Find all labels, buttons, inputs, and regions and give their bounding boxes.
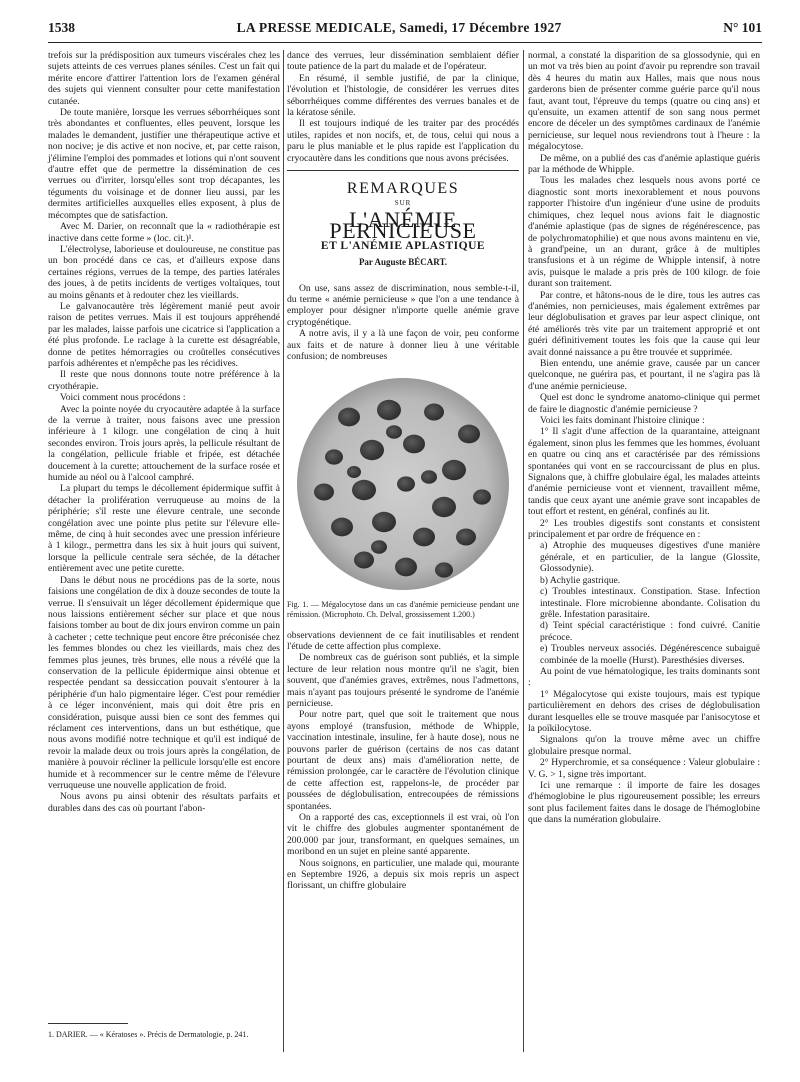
col3-paragraph: Par contre, et hâtons-nous de le dire, tous les autres cas d'anémies, non pernicieuses, mais également extrêmes par leur déglobulisation et graves par leur aspect clinique, ont été améliorés très vite par un traitement approprié et ont guéri définitivement toutes les fois que la cause qui leur avait donné naissance a pu être trouvée et supprimée. (528, 289, 760, 358)
blood-cell (435, 563, 453, 578)
blood-cell (314, 484, 334, 501)
blood-cell (360, 440, 384, 460)
title-remarques: REMARQUES (346, 180, 460, 198)
col3-paragraph: Voici les faits dominant l'histoire clinique : (540, 415, 705, 426)
footnote: 1. DARIER. — « Kératoses ». Précis de Dermatologie, p. 241. (48, 1030, 249, 1039)
col2-bottom-paragraph: Nous soignons, en particulier, une malade qui, mourante en Septembre 1926, a depuis six mois repris un aspect florissant, un chiffre globulaire (287, 857, 519, 892)
col3-paragraph: 1° Il s'agit d'une affection de la quarantaine, atteignant également, sinon plus les femmes que les hommes, évoluant en quatre ou cinq ans et caractérisée par des rémissions spontanées qui vont en se raccourcissant de plus en plus. Signalons que, à chiffre globulaire égal, les malades atteints d'anémie pernicieuse vont et viennent, travaillent même, tandis que ceux ayant une anémie grave sont incapables de tout effort et restent, en général, confinés au lit. (528, 426, 760, 518)
figure-caption: Fig. 1. — Mégalocytose dans un cas d'anémie pernicieuse pendant une rémission. (Microphoto. Ch. Delval, grossissement 1.200.) (287, 600, 519, 619)
blood-cell (377, 400, 401, 420)
col2-bottom-paragraph: observations deviennent de ce fait inutilisables et rendent l'étude de cette affection plus complexe. (287, 629, 519, 652)
col2-bottom-paragraph: De nombreux cas de guérison sont publiés, et la simple lecture de leur relation nous montre qu'il ne s'agit, bien souvent, que d'anémies graves, extrêmes, nous l'admettons, mais n'ayant pas toujours présenté le syndrome de l'anémie pernicieuse. (287, 652, 519, 709)
col3-paragraph: De même, on a publié des cas d'anémie aplastique guéris par la méthode de Whipple. (528, 152, 760, 176)
col3-paragraph: Quel est donc le syndrome anatomo-clinique qui permet de faire le diagnostic d'anémie pernicieuse ? (528, 392, 760, 415)
blood-cell (421, 471, 437, 485)
blood-cell (331, 518, 353, 537)
column-1 (48, 50, 280, 814)
blood-cell (456, 529, 476, 546)
col3-paragraph: a) Atrophie des muqueuses digestives d'une manière générale, et en particulier, de la langue (Glossite, Glossodynie). (540, 540, 760, 575)
col1-paragraph: Nous avons pu ainsi obtenir des résultats parfaits et durables dans des cas où pourtant l'abon- (48, 791, 280, 814)
blood-cell (347, 466, 361, 478)
footnote-rule (48, 1023, 128, 1024)
column-divider-2 (523, 50, 524, 1052)
article-author: Par Auguste BÉCART. (358, 257, 448, 268)
article-title-block (287, 180, 519, 268)
title-anemie-aplastique: ET L'ANÉMIE APLASTIQUE (320, 239, 486, 252)
blood-cell (338, 408, 360, 427)
col3-paragraph: e) Troubles nerveux associés. Dégénérescence subaiguë combinée de la moelle (Hurst). Paresthésies diverses. (540, 643, 760, 666)
journal-title: LA PRESSE MEDICALE, Samedi, 17 Décembre 1927 (236, 20, 562, 35)
col1-paragraph: Il reste que nous donnons toute notre préférence à la cryothérapie. (48, 369, 280, 392)
article-body-col2 (287, 630, 519, 892)
col3-paragraph: 2° Hyperchromie, et sa conséquence : Valeur globulaire : V. G. > 1, signe très important. (528, 757, 760, 780)
col3-paragraph: Signalons qu'on la trouve même avec un chiffre globulaire presque normal. (528, 734, 760, 757)
blood-cell (403, 435, 425, 454)
col1-paragraph: Dans le début nous ne procédions pas de la sorte, nous faisions une congélation de dix à douze secondes de toute la verrue. Il s'ensuivait un léger décollement épidermique que nous laissions entièrement sécher sur place et que nous faisions tomber au bout de dix jours environ comme un pain à cacheter ; cette technique peut encore être préconisée chez les femmes blondes ou chez les vieillards, mais chez des femmes plus jeunes, très brunes, elle nous a révélé que la conservation de la pellicule épidermique ainsi obtenue et respectée pendant sa dessiccation pouvait s'entourer à la périphérie d'un halo pigmentaire léger. C'est pour remédier à ce léger inconvénient, mais qui doit être pris en considération, puisque aussi bien ce sont des femmes qui réclament ces interventions, dans un but esthétique, que nous avons modifié notre technique et qu'il est indiqué de revoir la malade deux ou trois jours après la congélation, de manière à pouvoir récliner la pellicule lorsqu'elle est encore humide et à recommencer sur le centre même de l'élevure verruqueuse une nouvelle application de froid. (48, 574, 280, 791)
col2-top-paragraph: Il est toujours indiqué de les traiter par des procédés utiles, rapides et non nocifs, et, de tous, celui qui nous a paru le plus maniable et le plus rapide est l'application du cryocautère dans les conditions que nous avons précisées. (287, 118, 519, 164)
col1-paragraph: Avec M. Darier, on reconnaît que la « radiothérapie est inactive dans cette forme » (loc. cit.)¹. (48, 221, 280, 244)
col2-bottom-paragraph: On a rapporté des cas, exceptionnels il est vrai, où l'on vit le chiffre des globules augmenter spontanément de 200.000 par jour, transformant, en quelques semaines, un moribond en un sujet en pleine santé apparente. (287, 812, 519, 858)
blood-cell (395, 558, 417, 577)
article-separator (287, 170, 519, 171)
col3-paragraph: 1° Mégalocytose qui existe toujours, mais est typique particulièrement en dehors des crises de déglobulisation durant lesquelles elle se trouve masquée par l'anisocytose et la poïkilocytose. (528, 688, 760, 734)
figure-micrograph (287, 372, 519, 596)
blood-cell (397, 477, 415, 492)
blood-cell (432, 497, 456, 517)
blood-cell (458, 425, 480, 444)
col3-paragraph: Tous les malades chez lesquels nous avons porté ce diagnostic sont morts inexorablement et nous pouvons rapporter l'histoire d'un ingénieur d'une usine de produits chimiques, chez lequel nous avions fait le diagnostic d'anémie aplastique (pas de signes de régénérescence, pas de polychromatophilie) et que nous avons maintenu en vie, à grand'peine, un an durant, grâce à de multiples transfusions et à un régime de Whipple intensif, à notre avis, puisque le malade a pris près de 100 kilogr. de foie durant son traitement. (528, 175, 760, 290)
col1-paragraph: De toute manière, lorsque les verrues séborrhéiques sont très abondantes et confluentes, elles peuvent, lorsque les malades le demandent, justifier une thérapeutique active et non nocive; je dis active et non nocive, et, par cette raison, j'élimine l'emploi des pommades et lotions qui n'ont souvent d'autre effet que de permettre la dissémination de ces verrues ou d'irriter, lorsqu'elles sont trop décapantes, les téguments du voisinage et de donner lieu aussi, par les dermites artificielles auxquelles elles exposent, à plus de mécomptes que de satisfaction. (48, 107, 280, 221)
blood-cell (413, 528, 435, 547)
blood-cell (442, 460, 466, 480)
col1-paragraph: Le galvanocautère très légèrement manié peut avoir raison de petites verrues. Mais il est toujours appréhendé par les malades, laisse parfois une cicatrice si l'application a été plus profonde. Le raclage à la curette est désagréable, donne de petites hémorragies ou croûtelles consécutives parfois adhérentes et n'empêche pas les récidives. (48, 300, 280, 369)
col1-paragraph: trefois sur la prédisposition aux tumeurs viscérales chez les sujets atteints de ces verrues planes séniles. C'est un fait qui mérite encore d'attirer l'attention lors de l'examen général des sujets qui viennent consulter pour cette manifestation cutanée. (48, 50, 280, 107)
page-header (48, 20, 762, 42)
col1-paragraph: Avec la pointe noyée du cryocautère adaptée à la surface de la verrue à traiter, nous faisons avec une pression inférieure à 1 kilogr. une congélation de cinq à huit secondes environ. Trois jours après, la pellicule résultant de la congélation, pellicule friable et fripée, est détachée doucement à la curette; attouchement de la surface rosée et humide au néol ou à l'alcool camphré. (48, 403, 280, 484)
col2-top-paragraph: dance des verrues, leur dissémination semblaient défier toute patience de la part du malade et de l'opérateur. (287, 50, 519, 73)
micrograph-image (294, 372, 512, 596)
col3-paragraph: b) Achylie gastrique. (540, 574, 621, 586)
blood-cell (354, 552, 374, 569)
col3-paragraph: normal, a constaté la disparition de sa glossodynie, qui en un mot va très bien au point d'avoir pu reprendre son travail dès 4 heures du matin aux Halles, mais que nous nous garderons bien de présenter comme guérie parce qu'il nous faut, avant tout, l'épreuve du temps (quatre ou cinq ans) et qu'ensuite, un examen attentif de son sang nous permet encore de déceler un des symptômes cardinaux de l'anémie pernicieuse, sur lequel nous reviendrons tout à l'heure : la mégalocytose. (528, 50, 760, 153)
col3-paragraph: Ici une remarque : il importe de faire les dosages d'hémoglobine le plus rigoureusement possible; les erreurs sont plus facilement faites dans le dosage de l'hémoglobine que dans la numération globulaire. (528, 780, 760, 826)
col3-paragraph: d) Teint spécial caractéristique : fond cuivré. Canitie précoce. (540, 620, 760, 643)
issue-number: N° 101 (723, 20, 762, 35)
col3-paragraph: c) Troubles intestinaux. Constipation. Stase. Infection intestinale. Flore microbienne abondante. Colisation du grêle. Infestation parasitaire. (540, 586, 760, 620)
blood-cell (325, 450, 343, 465)
col2-top-paragraph: En résumé, il semble justifié, de par la clinique, l'évolution et l'histologie, de considérer les verrues dites séborrhéiques comme différentes des verrues banales et de la kératose sénile. (287, 72, 519, 119)
col2-mid-paragraph: On use, sans assez de discrimination, nous semble-t-il, du terme « anémie pernicieuse » que l'on a une tendance à employer pour désigner n'importe quelle anémie grave cryptogénétique. (287, 282, 519, 328)
col1-paragraph: La plupart du temps le décollement épidermique suffit à détacher la prolifération verruqueuse au moins de la périphérie; s'il reste une élevure centrale, une seconde congélation avec une pointe plus petite sur l'élevure elle-même, de cinq à huit secondes avec une pression inférieure à 1 kilogr., permettra dans les six à huit jours qui suivent, lorsque la pellicule centrale sera séchée, de la détacher entièrement avec une petite curette. (48, 483, 280, 575)
previous-article-end (287, 50, 519, 164)
title-anemie-pernicieuse: L'ANÉMIE PERNICIEUSE (329, 206, 477, 244)
blood-cell (473, 490, 491, 505)
col2-bottom-paragraph: Pour notre part, quel que soit le traitement que nous ayons employé (transfusion, méthode de Whipple, vaccination intestinale, insuline, fer à haute dose), nous ne pouvons parler de guérison (certains de nos cas datant pourtant de deux ans) mais d'amélioration nette, de rémission prolongée, car le caractère de l'évolution clinique de cette affection est, rappelons-le, de procéder par poussées de déglobulisation, entrecoupées de rémissions spontanées. (287, 709, 519, 812)
title-sur: SUR (394, 199, 412, 208)
header-rule (48, 42, 762, 43)
blood-cell (372, 512, 396, 532)
article-intro (287, 283, 519, 363)
column-divider-1 (283, 50, 284, 1052)
blood-cell (371, 541, 387, 555)
col3-paragraph: 2° Les troubles digestifs sont constants et consistent principalement et par ordre de fréquence en : (528, 517, 760, 541)
col1-paragraph: Voici comment nous procédons : (60, 392, 186, 404)
blood-cell (352, 480, 376, 500)
column-3 (528, 50, 760, 826)
page-number: 1538 (48, 20, 75, 35)
blood-cell (386, 426, 402, 440)
column-2 (287, 50, 519, 892)
col3-paragraph: Au point de vue hématologique, les traits dominants sont : (528, 665, 760, 689)
col1-paragraph: L'électrolyse, laborieuse et douloureuse, ne constitue pas un bon procédé dans ce cas, et d'ailleurs expose dans certaines régions, verrues de la tempe, des parties latérales des joues, à de petits incidents de vertiges voltaïques, tout au moins gênants et à redouter chez les vieillards. (48, 243, 280, 301)
col2-mid-paragraph: A notre avis, il y a là une façon de voir, peu conforme aux faits et de nature à donner lieu à une véritable confusion; de nombreuses (287, 328, 519, 362)
col3-paragraph: Bien entendu, une anémie grave, causée par un cancer quelconque, ne guérira pas, et pourtant, il ne s'agira pas là d'une anémie pernicieuse. (528, 357, 760, 392)
blood-cell (424, 404, 444, 421)
